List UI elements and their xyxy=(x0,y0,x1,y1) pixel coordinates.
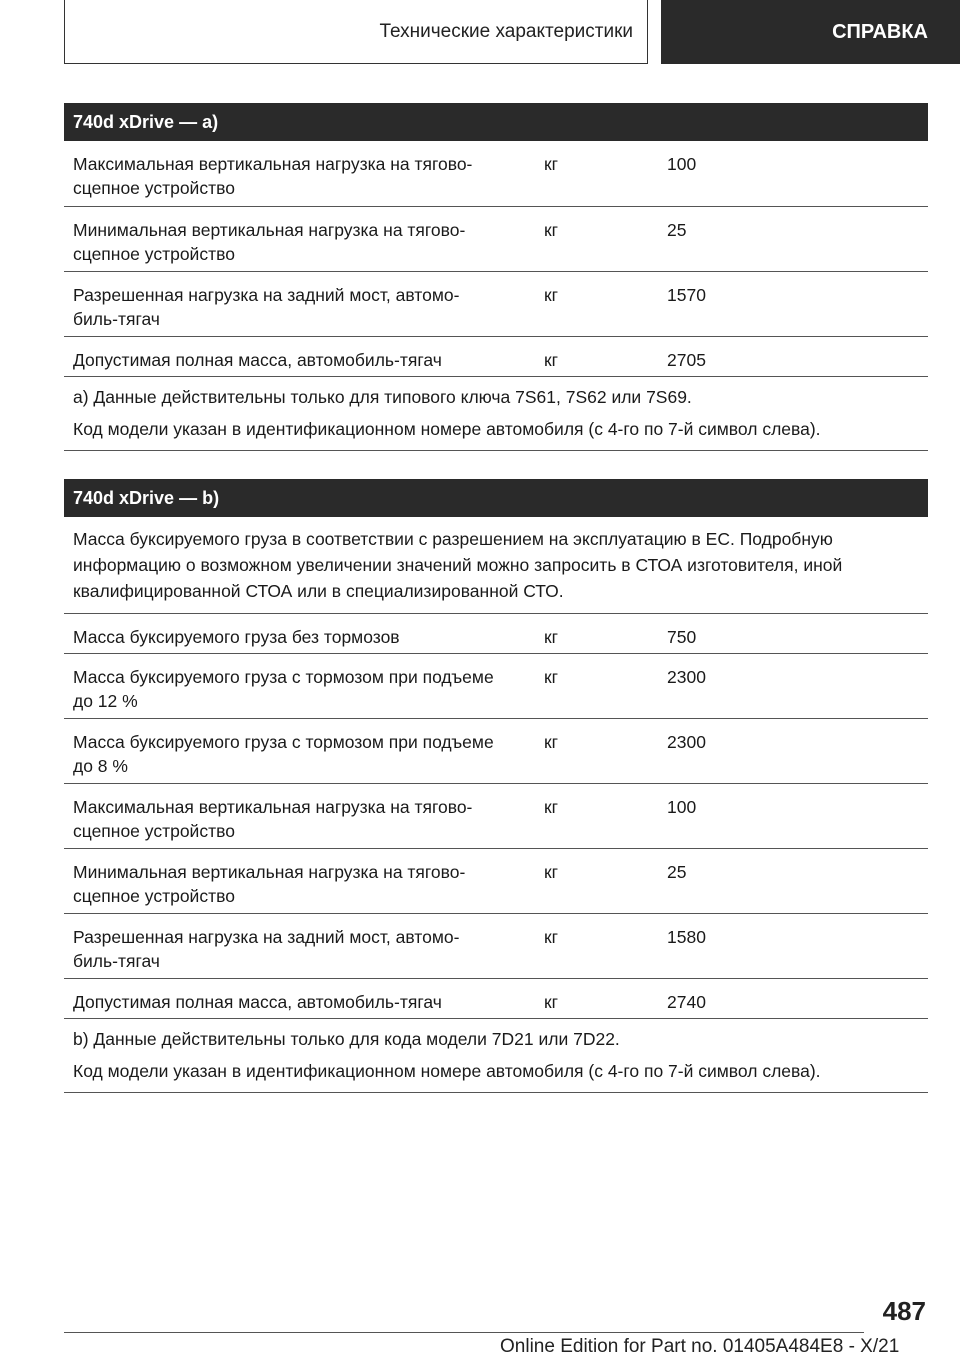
table-row xyxy=(64,914,928,979)
footnote-line: Код модели указан в идентификационном номере автомобиля (с 4-го по 7-й символ слева). xyxy=(73,1061,821,1081)
footnote-line: a) Данные действительны только для типового ключа 7S61, 7S62 или 7S69. xyxy=(73,387,692,407)
table-row xyxy=(64,784,928,849)
table-row xyxy=(64,272,928,337)
row-value: 1580 xyxy=(667,927,706,947)
chapter-label: СПРАВКА xyxy=(832,20,928,43)
row-value: 2300 xyxy=(667,667,706,687)
row-label: Масса буксируемого груза с тормозом при подъеме до 8 % xyxy=(73,732,494,776)
table-row xyxy=(64,207,928,272)
row-unit: кг xyxy=(544,350,559,370)
row-unit: кг xyxy=(544,927,559,947)
row-label: Максимальная вертикальная нагрузка на тягово-сцепное устройство xyxy=(73,154,473,198)
table-a-footnote xyxy=(64,377,928,451)
row-unit: кг xyxy=(544,862,559,882)
row-unit: кг xyxy=(544,797,559,817)
row-value: 1570 xyxy=(667,285,706,305)
row-label: Минимальная вертикальная нагрузка на тягово-сцепное устройство xyxy=(73,862,466,906)
table-row xyxy=(64,337,928,377)
row-label: Разрешенная нагрузка на задний мост, автомо-биль-тягач xyxy=(73,285,460,329)
row-value: 2300 xyxy=(667,732,706,752)
row-label: Разрешенная нагрузка на задний мост, автомо-биль-тягач xyxy=(73,927,460,971)
row-unit: кг xyxy=(544,220,559,240)
table-row xyxy=(64,719,928,784)
chapter-tab xyxy=(661,0,960,64)
row-label: Допустимая полная масса, автомобиль-тягач xyxy=(73,992,442,1012)
running-header-title xyxy=(64,0,648,64)
row-unit: кг xyxy=(544,732,559,752)
table-row xyxy=(64,849,928,914)
row-label: Минимальная вертикальная нагрузка на тягово-сцепное устройство xyxy=(73,220,466,264)
footnote-line: b) Данные действительны только для кода модели 7D21 или 7D22. xyxy=(73,1029,620,1049)
row-value: 25 xyxy=(667,862,687,882)
row-unit: кг xyxy=(544,667,559,687)
row-value: 100 xyxy=(667,154,697,174)
row-unit: кг xyxy=(544,285,559,305)
footer-divider xyxy=(64,1332,864,1333)
row-label: Масса буксируемого груза с тормозом при подъеме до 12 % xyxy=(73,667,494,711)
page-number: 487 xyxy=(882,1296,926,1326)
table-b-footnote xyxy=(64,1019,928,1093)
row-value: 2740 xyxy=(667,992,706,1012)
table-b-intro: Масса буксируемого груза в соответствии с разрешением на эксплуатацию в ЕС. Подробную информацию о возможном увеличении значений можно запросить в СТОА изготовителя, иной квалифицированной СТОА или в специализированной СТО. xyxy=(64,517,928,614)
row-value: 750 xyxy=(667,627,697,647)
row-label: Масса буксируемого груза без тормозов xyxy=(73,627,400,647)
row-unit: кг xyxy=(544,992,559,1012)
row-value: 2705 xyxy=(667,350,706,370)
table-row xyxy=(64,614,928,654)
row-label: Допустимая полная масса, автомобиль-тягач xyxy=(73,350,442,370)
table-a-title: 740d xDrive — a) xyxy=(64,103,928,141)
table-b-title: 740d xDrive — b) xyxy=(64,479,928,517)
row-value: 100 xyxy=(667,797,697,817)
row-unit: кг xyxy=(544,627,559,647)
row-label: Максимальная вертикальная нагрузка на тягово-сцепное устройство xyxy=(73,797,473,841)
row-unit: кг xyxy=(544,154,559,174)
row-value: 25 xyxy=(667,220,687,240)
edition-note: Online Edition for Part no. 01405A484E8 - X/21 xyxy=(500,1336,900,1357)
section-title: Технические характеристики xyxy=(379,20,633,42)
table-row xyxy=(64,141,928,207)
spec-table-a xyxy=(64,103,928,451)
spec-table-b xyxy=(64,479,928,1093)
footnote-line: Код модели указан в идентификационном номере автомобиля (с 4-го по 7-й символ слева). xyxy=(73,419,821,439)
table-row xyxy=(64,654,928,719)
table-row xyxy=(64,979,928,1019)
